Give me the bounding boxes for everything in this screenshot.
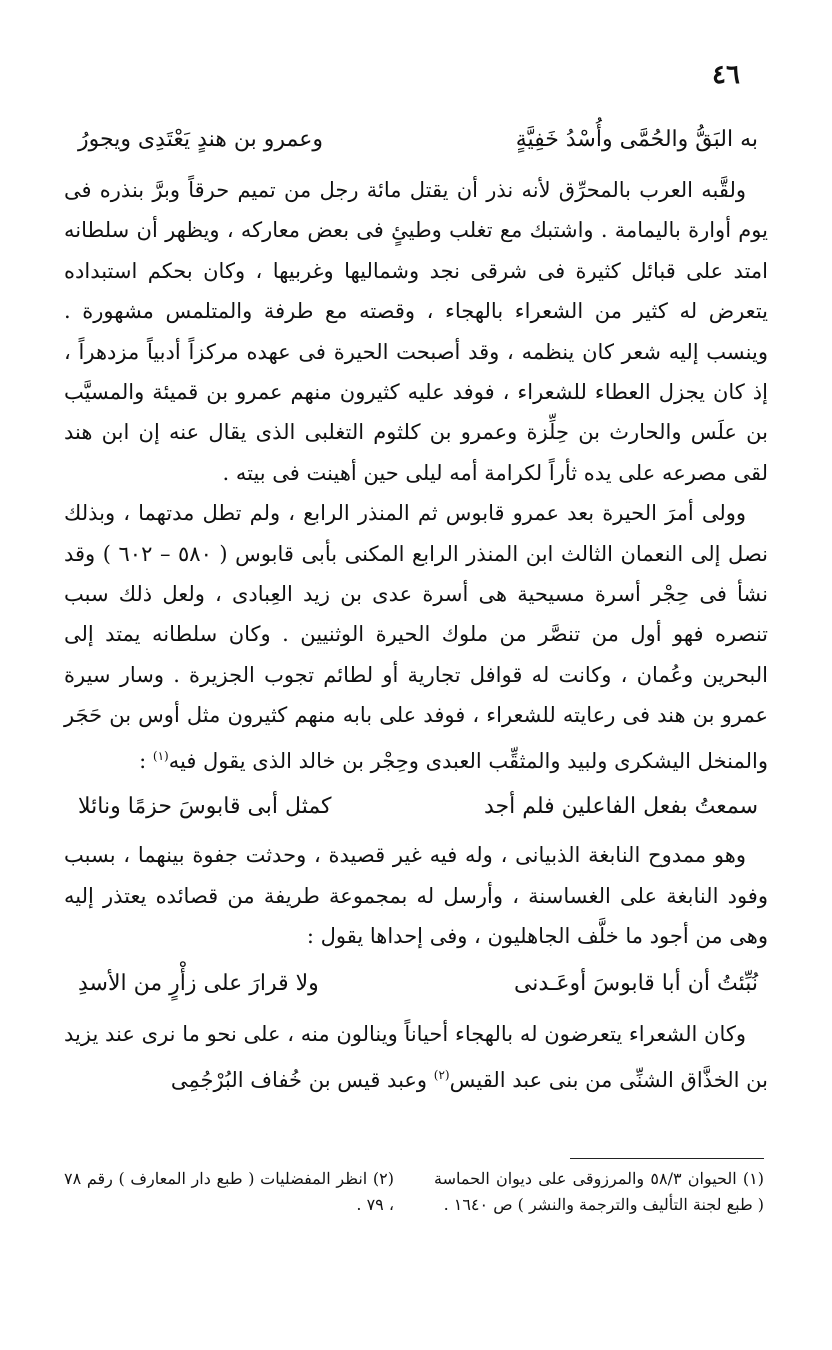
verse-line (64, 962, 768, 1012)
footnotes (64, 1166, 764, 1218)
footnote-reference: (٢) (433, 1067, 450, 1082)
footnote-reference: (١) (152, 748, 169, 763)
paragraph (64, 493, 768, 781)
verse-second-hemistich: ولا قرارَ على زأْرٍ من الأسدِ (78, 971, 319, 997)
page-body (64, 118, 768, 1100)
paragraph: ولقَّبه العرب بالمحرِّق لأنه نذر أن يقتل مائة رجل من تميم حرقاً وبرَّ بنذره فى يوم أوارة باليمامة . واشتبك مع تغلب وطيئٍ فى بعض معاركه ، ويظهر أن سلطانه امتد على قبائل كثيرة فى شرقى نجد وشماليها وغربيها ، وكان بحكم استبداده يتعرض له كثير من الشعراء بالهجاء ، وقصته مع طرفة والمتلمس مشهورة . وينسب إليه شعر كان ينظمه ، وقد أصبحت الحيرة فى عهده مركزاً أدبياً مزدهراً ، إذ كان يجزل العطاء للشعراء ، فوفد عليه كثيرون منهم عمرو بن قميئة والمسيَّب بن علَس والحارث بن حِلِّزة وعمرو بن كلثوم التغلبى الذى يقال عنه إن ابن هند لقى مصرعه على يده ثأراً لكرامة أمه ليلى حين أهينت فى بيته . (64, 178, 768, 485)
paragraph-text-end: : (139, 748, 153, 773)
footnote-1: (١) الحيوان ٥٨/٣ والمرزوقى على ديوان الحماسة ( طبع لجنة التأليف والترجمة والنشر ) ص ١٦٤٠ . (434, 1169, 764, 1214)
verse-second-hemistich: وعمرو بن هندٍ يَعْتَدِى ويجورُ (78, 127, 323, 152)
footnote-divider (570, 1158, 764, 1159)
verse-first-hemistich: به البَقُّ والحُمَّى وأُسْدُ خَفِيَّةٍ (515, 127, 758, 152)
page-number: ٤٦ (712, 60, 740, 90)
paragraph-text: وولى أمرَ الحيرة بعد عمرو قابوس ثم المنذر الرابع ، ولم تطل مدتهما ، وبذلك نصل إلى النعمان الثالث ابن المنذر الرابع المكنى بأبى قابوس ( ٥٨٠ – ٦٠٢ ) وقد نشأ فى حِجْر أسرة مسيحية هى أسرة عدى بن زيد العِبادى ، ولعل ذلك سبب تنصره فهو أول من تنصَّر من ملوك الحيرة الوثنيين . وكان سلطانه يمتد إلى البحرين وعُمان ، وكانت له قوافل تجارية أو لطائم تجوب الجزيرة . وسار سيرة عمرو بن هند فى رعايته للشعراء ، فوفد على بابه منهم كثيرون مثل أوس بن حَجَر والمنخل اليشكرى ولبيد والمثقِّب العبدى وحِجْر بن خالد الذى يقول فيه (64, 501, 768, 773)
verse-line (64, 785, 768, 835)
paragraph-text: وكان الشعراء يتعرضون له بالهجاء أحياناً وينالون منه ، على نحو ما نرى عند يزيد بن الخذَّاق الشنِّى من بنى عبد القيس (64, 1022, 768, 1092)
verse-first-hemistich: نُبِّئتُ أن أبا قابوسَ أوعَـدنى (513, 971, 758, 997)
verse-second-hemistich: كمثل أبى قابوسَ حزمًا ونائلا (78, 794, 332, 820)
paragraph: وهو ممدوح النابغة الذبيانى ، وله فيه غير قصيدة ، وحدثت جفوة بينهما ، بسبب وفود النابغة على الغساسنة ، وأرسل له بمجموعة طريفة من قصائده يعتذر إليه وهى من أجود ما خلَّف الجاهليون ، وفى إحداها يقول : (64, 843, 768, 948)
footnote-2: (٢) انظر المفضليات ( طبع دار المعارف ) رقم ٧٨ ، ٧٩ . (64, 1169, 394, 1214)
paragraph (64, 1014, 768, 1100)
paragraph-text-end: وعبد قيس بن خُفاف البُرْجُمِى (170, 1067, 434, 1092)
verse-first-hemistich: سمعتُ بفعل الفاعلين فلم أجد (483, 794, 758, 820)
verse-line (64, 118, 768, 168)
